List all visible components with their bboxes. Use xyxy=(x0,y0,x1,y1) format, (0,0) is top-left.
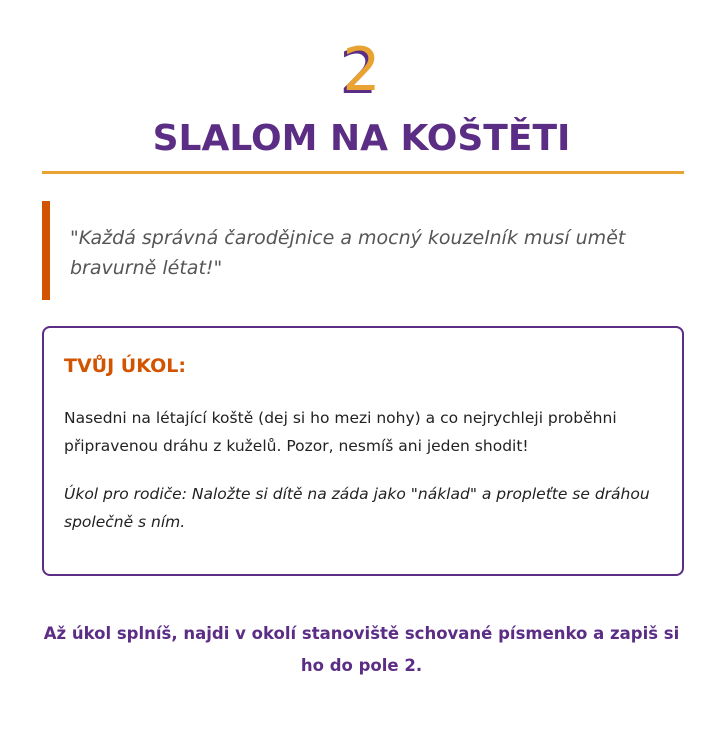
footer-instruction: Až úkol splníš, najdi v okolí stanoviště schované písmenko a zapiš si ho do pole 2. xyxy=(43,624,680,675)
page-title: SLALOM NA KOŠTĚTI xyxy=(152,118,571,159)
task-box xyxy=(42,326,684,576)
station-number: 2 xyxy=(342,35,381,105)
quote-block xyxy=(42,201,684,300)
task-heading: TVŮJ ÚKOL: xyxy=(64,355,186,377)
parent-task-note: Úkol pro rodiče: Naložte si dítě na záda jako "náklad" a propleťte se dráhou společně s ním. xyxy=(64,485,650,531)
quote-text: "Každá správná čarodějnice a mocný kouzelník musí umět bravurně létat!" xyxy=(70,227,626,279)
task-description: Nasedni na létající koště (dej si ho mezi nohy) a co nejrychleji proběhni připravenou dráhu z kuželů. Pozor, nesmíš ani jeden shodit! xyxy=(64,409,617,455)
title-divider xyxy=(42,171,684,174)
